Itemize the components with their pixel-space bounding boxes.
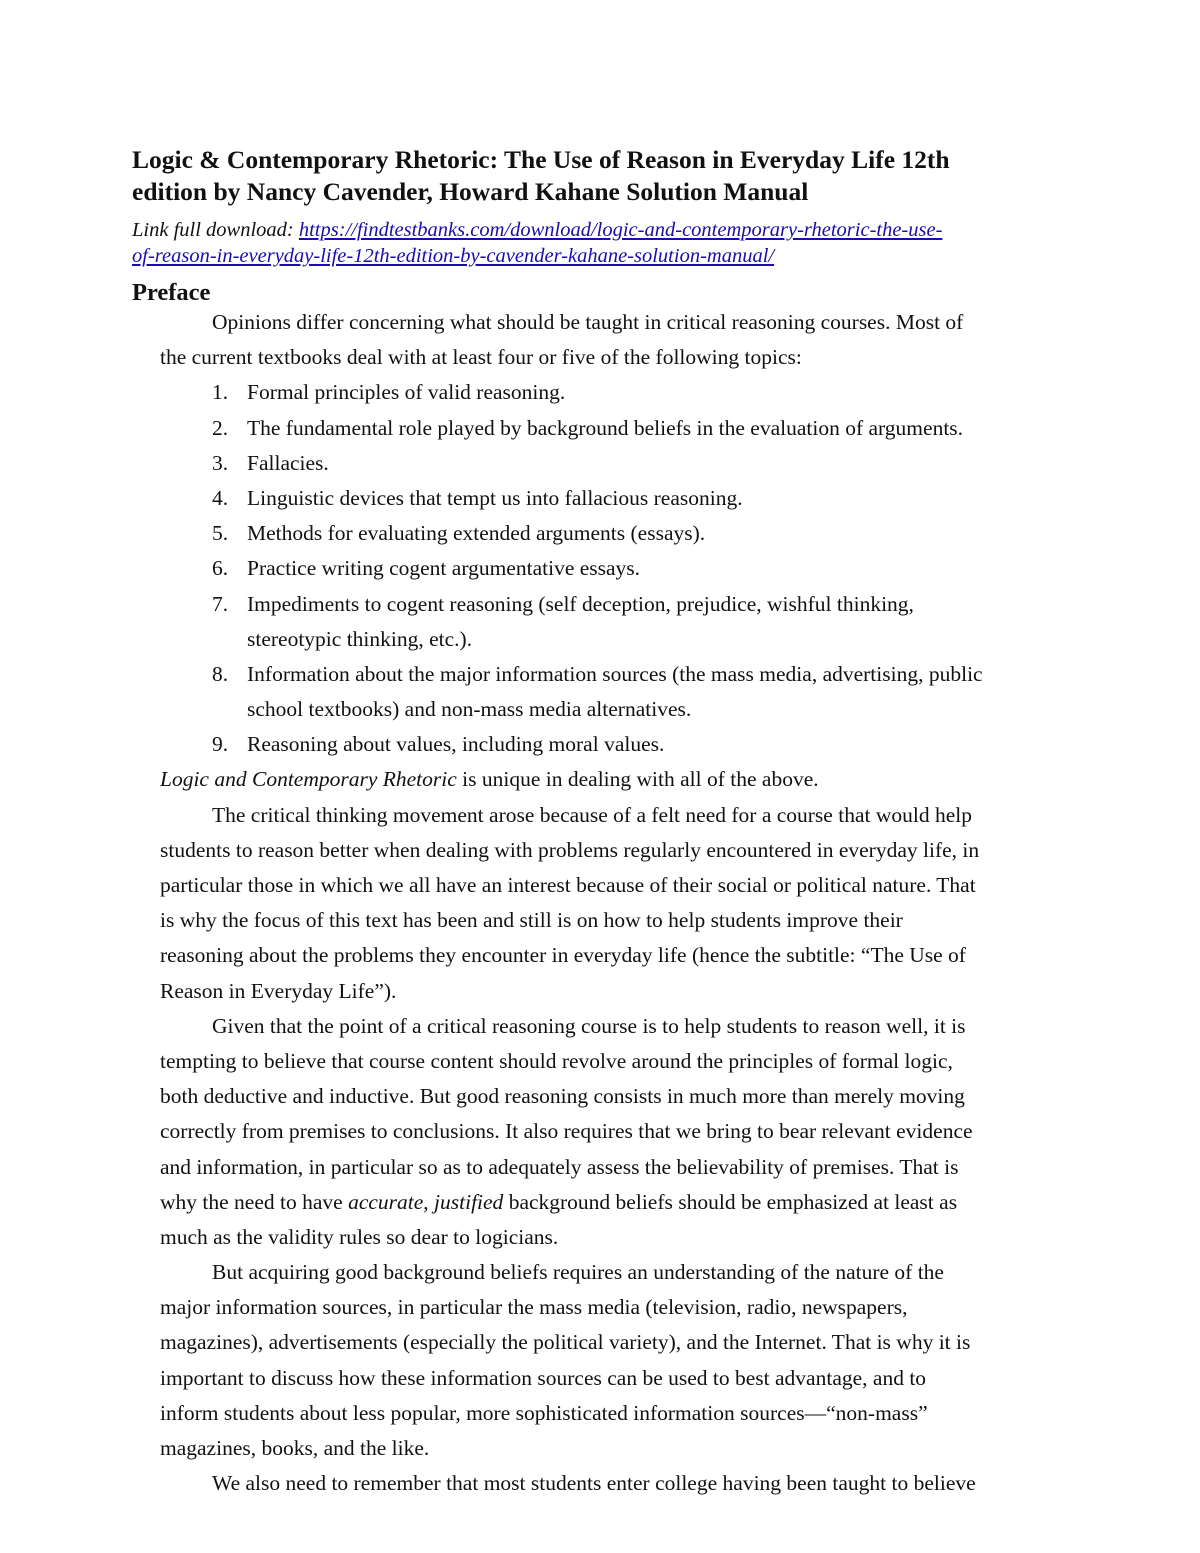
text-segment: and information, in particular so as to adequately assess the believability of premises. That is	[160, 1154, 959, 1179]
list-number: 5.	[212, 521, 229, 546]
text-line	[160, 305, 983, 340]
text-segment: ,	[423, 1189, 435, 1214]
text-line	[160, 1079, 983, 1114]
document-body	[160, 305, 983, 1501]
text-segment: magazines), advertisements (especially the political variety), and the Internet. That is why it is	[160, 1330, 971, 1355]
text-segment: tempting to believe that course content should revolve around the principles of formal logic,	[160, 1048, 953, 1073]
text-line	[160, 1290, 983, 1325]
list-number: 7.	[212, 591, 229, 616]
section-heading: Preface	[132, 279, 211, 306]
text-segment: Opinions differ concerning what should be taught in critical reasoning courses. Most of	[212, 310, 964, 334]
text-line	[160, 1185, 983, 1220]
text-line	[160, 1114, 983, 1149]
text-line	[160, 692, 983, 727]
text-segment: particular those in which we all have an interest because of their social or political nature. That	[160, 873, 976, 897]
text-segment: Linguistic devices that tempt us into fallacious reasoning.	[247, 485, 743, 510]
list-number: 9.	[212, 732, 229, 757]
list-number: 3.	[212, 450, 229, 475]
text-segment: much as the validity rules so dear to logicians.	[160, 1224, 559, 1249]
italic-text: Logic and Contemporary Rhetoric	[160, 767, 457, 792]
text-line	[160, 622, 983, 657]
list-item	[160, 727, 983, 762]
text-line	[160, 1431, 983, 1466]
list-item	[160, 587, 983, 622]
list-number: 4.	[212, 485, 229, 510]
text-segment: magazines, books, and the like.	[160, 1436, 430, 1460]
list-number: 6.	[212, 556, 229, 581]
download-link[interactable]: https://findtestbanks.com/download/logic-and-contemporary-rhetoric-the-use-	[298, 219, 943, 241]
text-segment: school textbooks) and non-mass media alternatives.	[247, 697, 692, 722]
text-segment: correctly from premises to conclusions. It also requires that we bring to bear relevant evidence	[160, 1119, 973, 1144]
text-segment: background beliefs should be emphasized at least as	[503, 1189, 958, 1214]
text-segment: the current textbooks deal with at least four or five of the following topics:	[160, 345, 802, 370]
list-item	[160, 446, 983, 481]
text-segment: both deductive and inductive. But good reasoning consists in much more than merely moving	[160, 1084, 965, 1109]
italic-text: accurate	[348, 1189, 424, 1214]
text-line	[160, 1150, 983, 1185]
text-line	[160, 1044, 983, 1079]
text-segment: The fundamental role played by background beliefs in the evaluation of arguments.	[247, 415, 964, 440]
text-line	[160, 1361, 983, 1396]
text-segment: Information about the major information sources (the mass media, advertising, public	[247, 661, 983, 686]
list-item	[160, 551, 983, 586]
text-line	[160, 974, 983, 1009]
download-link-block	[132, 217, 942, 269]
text-segment: inform students about less popular, more sophisticated information sources—“non-mass”	[160, 1400, 928, 1425]
list-item	[160, 411, 983, 446]
text-segment: Practice writing cogent argumentative essays.	[247, 556, 641, 581]
text-segment: Impediments to cogent reasoning (self deception, prejudice, wishful thinking,	[247, 591, 914, 616]
text-segment: reasoning about the problems they encounter in everyday life (hence the subtitle: “The Use of	[160, 943, 966, 968]
text-line	[160, 798, 983, 833]
text-segment: Given that the point of a critical reasoning course is to help students to reason well, it is	[212, 1013, 966, 1038]
list-number: 8.	[212, 661, 229, 686]
text-line	[160, 903, 983, 938]
list-item	[160, 516, 983, 551]
text-line	[160, 1325, 983, 1360]
title-line: edition by Nancy Cavender, Howard Kahane Solution Manual	[132, 177, 809, 206]
text-segment: stereotypic thinking, etc.).	[247, 626, 473, 651]
link-label: Link full download:	[132, 219, 299, 241]
text-line	[160, 1220, 983, 1255]
text-line	[160, 938, 983, 973]
text-segment: Formal principles of valid reasoning.	[247, 380, 566, 405]
text-line	[160, 833, 983, 868]
title-line: Logic & Contemporary Rhetoric: The Use of Reason in Everyday Life 12th	[132, 145, 950, 174]
text-line	[160, 1009, 983, 1044]
download-link-continued[interactable]: of-reason-in-everyday-life-12th-edition-by-cavender-kahane-solution-manual/	[132, 245, 775, 267]
document-title	[132, 144, 950, 208]
text-segment: Reason in Everyday Life”).	[160, 978, 397, 1003]
text-segment: major information sources, in particular the mass media (television, radio, newspapers,	[160, 1295, 908, 1320]
list-number: 2.	[212, 415, 229, 440]
text-segment: The critical thinking movement arose because of a felt need for a course that would help	[212, 802, 972, 827]
text-line	[160, 1396, 983, 1431]
text-segment: Fallacies.	[247, 450, 329, 475]
text-line	[160, 762, 983, 797]
list-item	[160, 375, 983, 410]
text-segment: We also need to remember that most students enter college having been taught to believe	[212, 1471, 976, 1496]
text-line	[160, 868, 983, 903]
italic-text: justified	[434, 1189, 504, 1214]
text-line	[160, 340, 983, 375]
text-line	[160, 1255, 983, 1290]
text-segment: Methods for evaluating extended arguments (essays).	[247, 521, 706, 546]
text-segment: students to reason better when dealing with problems regularly encountered in everyday life, in	[160, 837, 980, 862]
text-segment: is unique in dealing with all of the above.	[456, 767, 819, 792]
text-segment: Reasoning about values, including moral values.	[247, 732, 665, 757]
text-segment: why the need to have	[160, 1189, 349, 1214]
list-number: 1.	[212, 380, 229, 405]
text-segment: is why the focus of this text has been and still is on how to help students improve their	[160, 908, 903, 933]
text-line	[160, 1466, 983, 1501]
list-item	[160, 657, 983, 692]
text-segment: But acquiring good background beliefs requires an understanding of the nature of the	[212, 1260, 944, 1285]
text-segment: important to discuss how these information sources can be used to best advantage, and to	[160, 1365, 927, 1390]
list-item	[160, 481, 983, 516]
